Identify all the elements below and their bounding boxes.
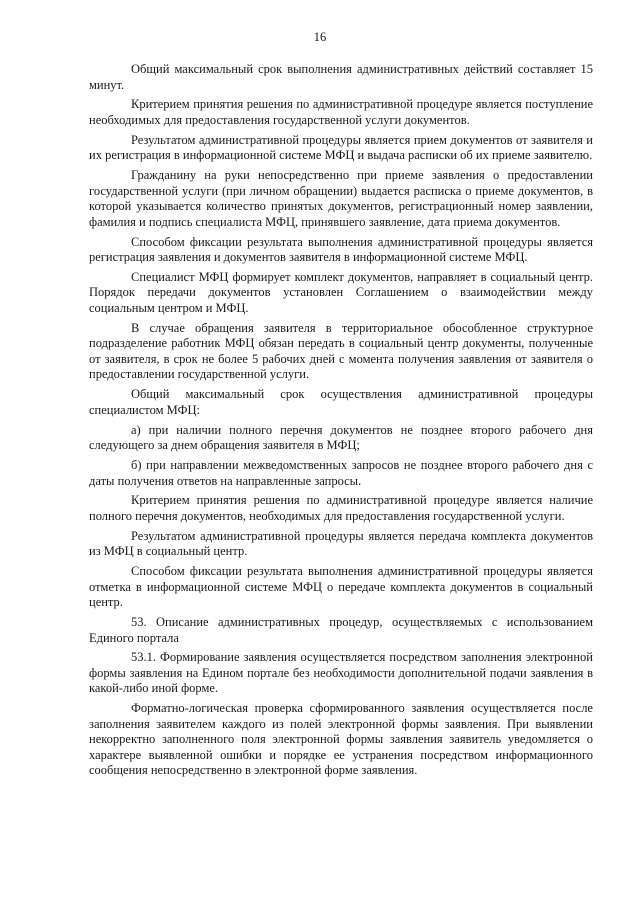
paragraph: Общий максимальный срок выполнения административных действий составляет 15 минут. <box>89 62 593 92</box>
list-item-a: а) при наличии полного перечня документов не позднее второго рабочего дня следующего за днем обращения заявителя в МФЦ; <box>89 422 593 453</box>
paragraph: Критерием принятия решения по административной процедуре является наличие полного перечня документов, необходимых для предоставления государственной услуги. <box>89 493 593 523</box>
paragraph: Способом фиксации результата выполнения административной процедуры является отметка в информационной системе МФЦ о передаче комплекта документов в социальный центр. <box>89 564 593 610</box>
paragraph: Критерием принятия решения по административной процедуре является поступление необходимых для предоставления государственной услуги документов. <box>89 97 593 127</box>
section-heading-53: 53. Описание административных процедур, осуществляемых с использованием Единого портала <box>89 615 593 645</box>
subsection-53-1: 53.1. Формирование заявления осуществляется посредством заполнения электронной формы заявления на Едином портале без необходимости дополнительной подачи заявления в какой-либо иной форме. <box>89 650 593 696</box>
paragraph: Результатом административной процедуры является прием документов от заявителя и их регистрация в информационной системе МФЦ и выдача расписки об их приеме заявителю. <box>89 132 593 163</box>
paragraph: Форматно-логическая проверка сформированного заявления осуществляется после заполнения заявителем каждого из полей электронной формы заявления. При выявлении некорректно заполненного поля электронной формы заявления заявитель уведомляется о характере выявленной ошибки и порядке ее устранения посредством информационного сообщения непосредственно в электронной форме заявления. <box>89 701 593 778</box>
paragraph: Способом фиксации результата выполнения административной процедуры является регистрация заявления и документов заявителя в информационной системе МФЦ. <box>89 234 593 265</box>
paragraph: Результатом административной процедуры является передача комплекта документов из МФЦ в социальный центр. <box>89 528 593 559</box>
document-body <box>89 62 593 779</box>
paragraph: В случае обращения заявителя в территориальное обособленное структурное подразделение работник МФЦ обязан передать в социальный центр документы, полученные от заявителя, в срок не более 5 рабочих дней с момента получения заявления от заявителя о предоставлении государственной услуги. <box>89 320 593 382</box>
paragraph: Специалист МФЦ формирует комплект документов, направляет в социальный центр. Порядок передачи документов установлен Соглашением о взаимодействии между социальным центром и МФЦ. <box>89 269 593 315</box>
paragraph: Общий максимальный срок осуществления административной процедуры специалистом МФЦ: <box>89 387 593 417</box>
paragraph: Гражданину на руки непосредственно при приеме заявления о предоставлении государственной услуги (при личном обращении) выдается расписка о приеме документов, в которой указывается количество принятых документов, регистрационный номер заявлении, фамилия и подпись специалиста МФЦ, принявшего заявление, дата приема документов. <box>89 168 593 229</box>
list-item-b: б) при направлении межведомственных запросов не позднее второго рабочего дня с даты получения ответов на направленные запросы. <box>89 458 593 488</box>
page-number: 16 <box>313 30 327 44</box>
